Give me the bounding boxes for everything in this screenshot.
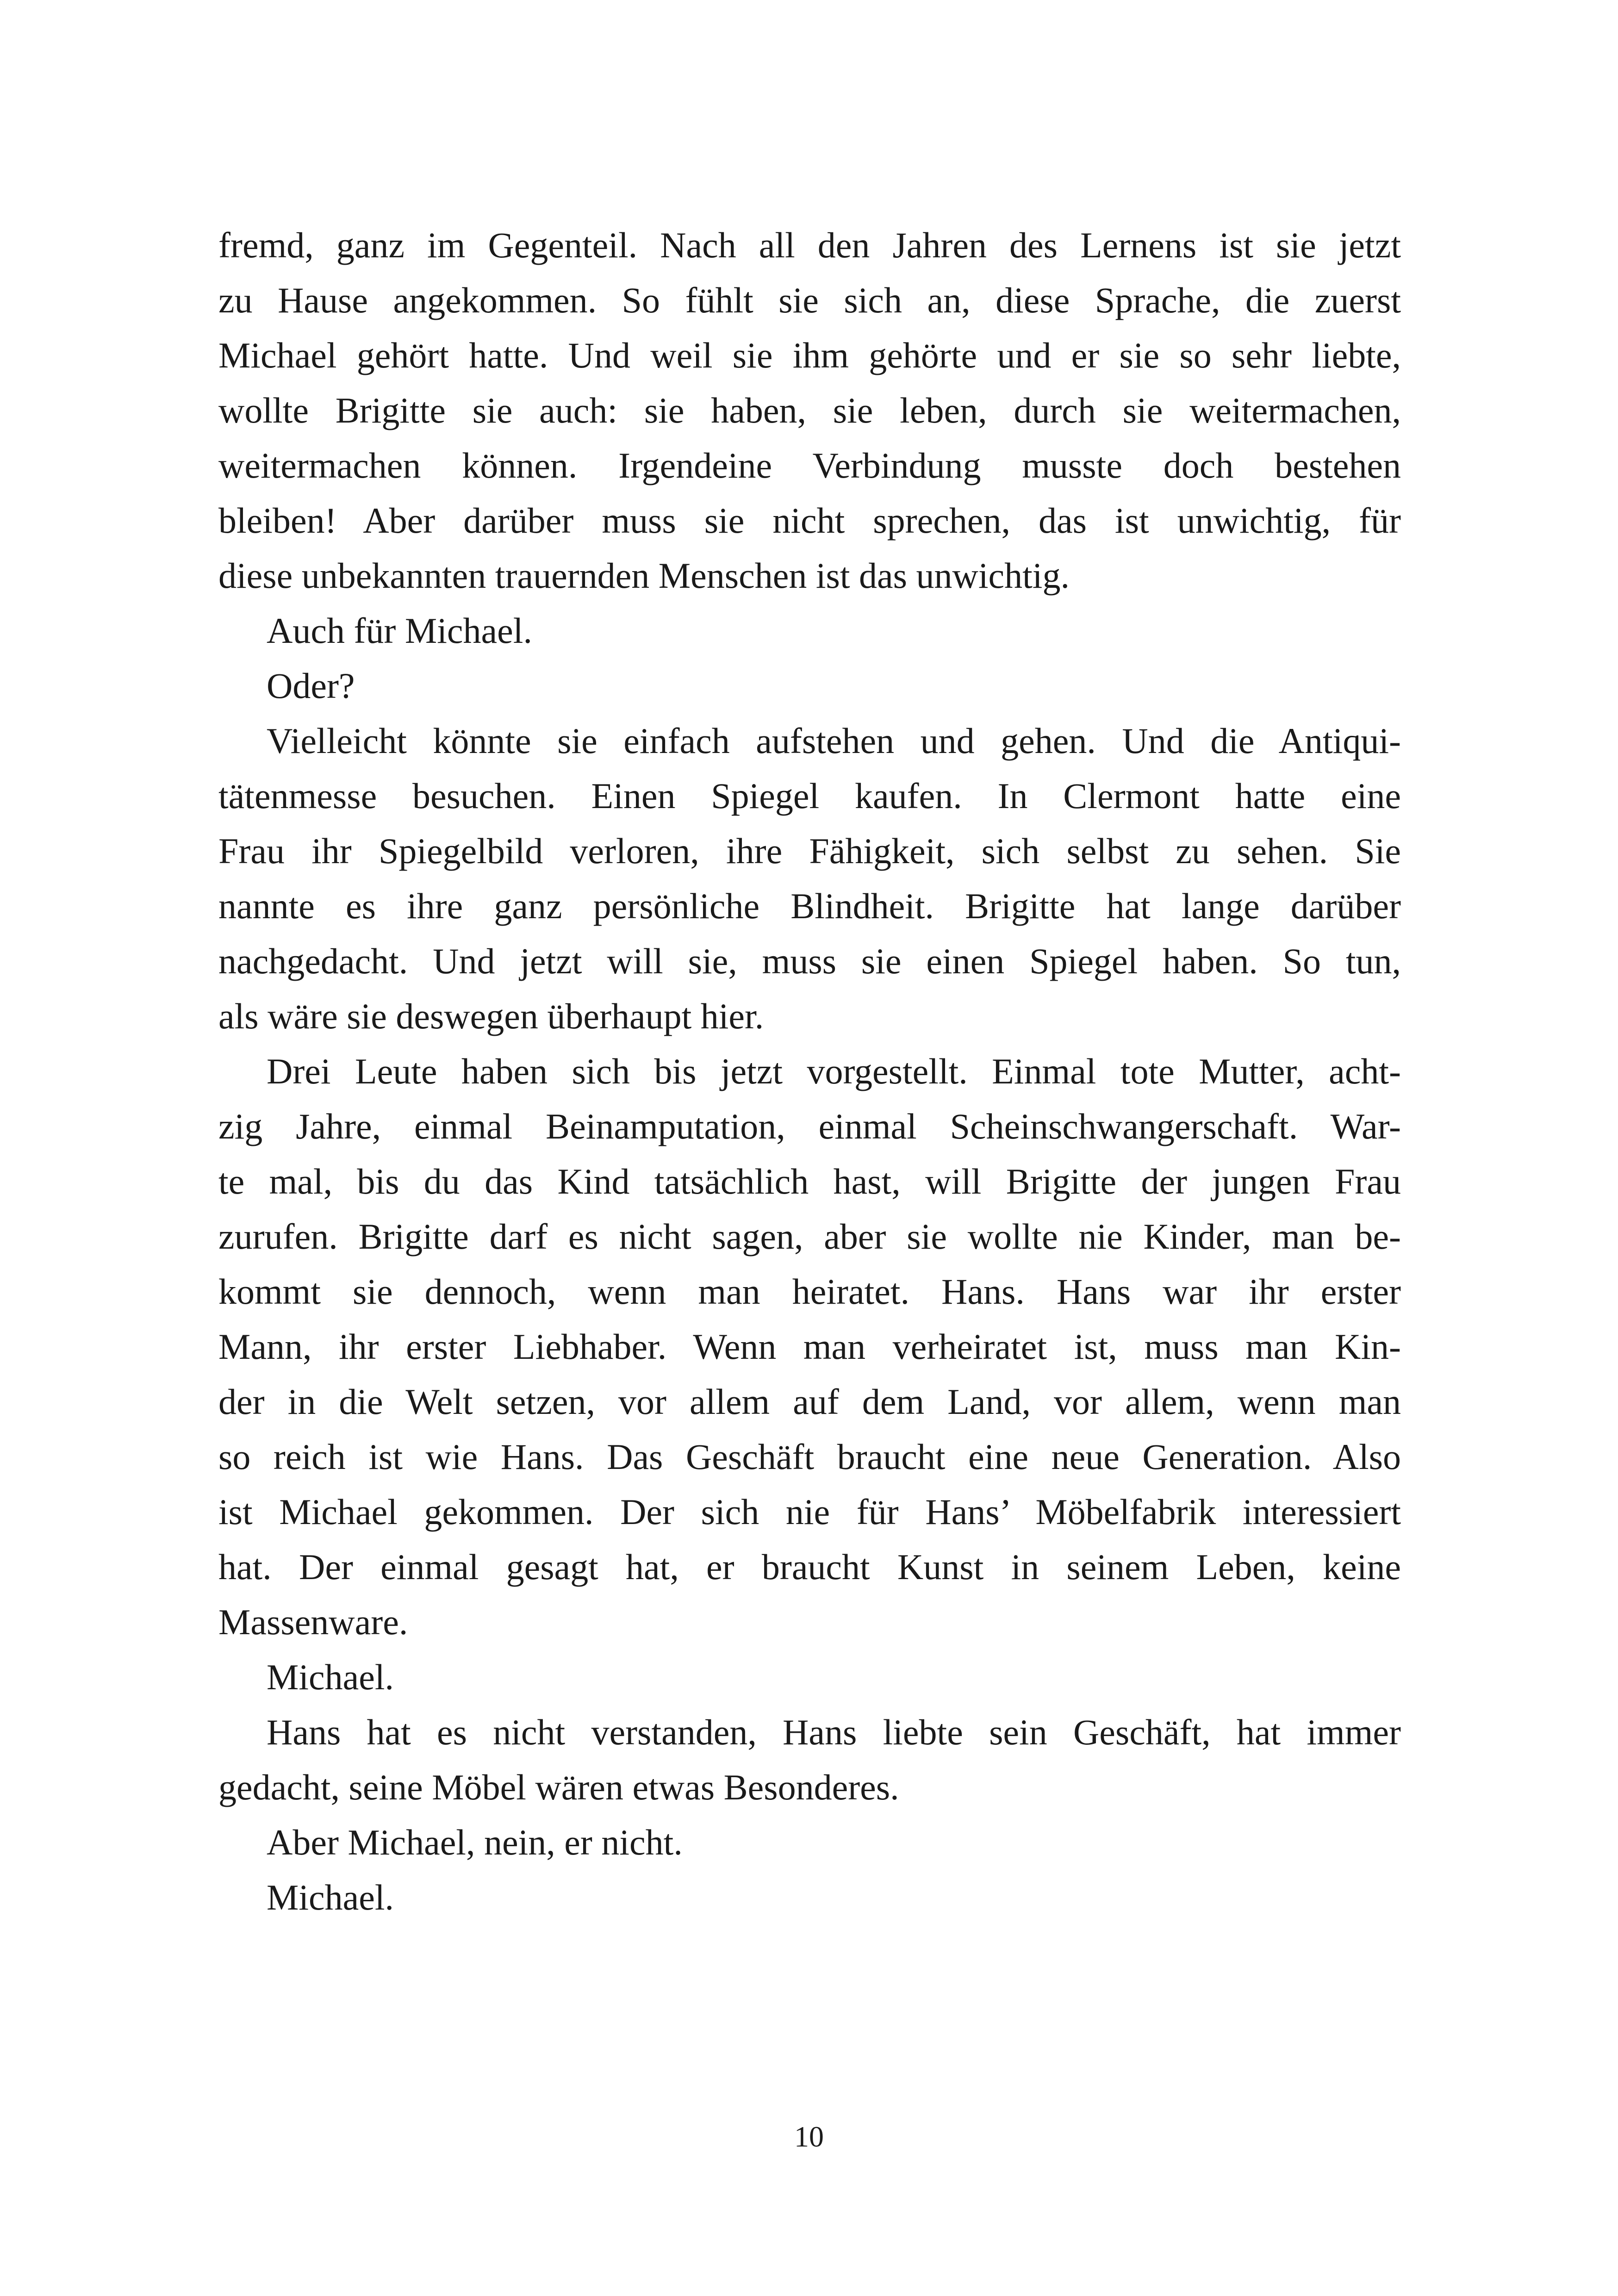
text-line: zu Hause angekommen. So fühlt sie sich an, diese Sprache, die zuerst [218,280,1401,320]
text-line: nannte es ihre ganz persönliche Blindheit. Brigitte hat lange darüber [218,886,1401,926]
text-line: der in die Welt setzen, vor allem auf dem Land, vor allem, wenn man [218,1381,1401,1422]
body-text [218,218,1401,1925]
text-line: Frau ihr Spiegelbild verloren, ihre Fähigkeit, sich selbst zu sehen. Sie [218,831,1401,871]
text-line: Massenware. [218,1602,408,1642]
text-line: bleiben! Aber darüber muss sie nicht sprechen, das ist unwichtig, für [218,500,1401,541]
text-line: te mal, bis du das Kind tatsächlich hast, will Brigitte der jungen Frau [218,1161,1401,1201]
text-line: Auch für Michael. [267,610,532,651]
text-line: fremd, ganz im Gegenteil. Nach all den Jahren des Lernens ist sie jetzt [218,225,1401,265]
text-line: Hans hat es nicht verstanden, Hans liebte sein Geschäft, hat immer [267,1712,1401,1752]
text-line: hat. Der einmal gesagt hat, er braucht Kunst in seinem Leben, keine [218,1547,1401,1587]
page-number: 10 [794,2120,824,2153]
text-line: nachgedacht. Und jetzt will sie, muss sie einen Spiegel haben. So tun, [218,941,1401,981]
text-line: diese unbekannten trauernden Menschen ist das unwichtig. [218,555,1070,596]
text-line: so reich ist wie Hans. Das Geschäft braucht eine neue Generation. Also [218,1437,1401,1477]
text-line: zurufen. Brigitte darf es nicht sagen, aber sie wollte nie Kinder, man be- [218,1216,1401,1257]
text-line: Michael. [267,1877,394,1917]
text-line: gedacht, seine Möbel wären etwas Besonderes. [218,1767,899,1807]
text-line: Vielleicht könnte sie einfach aufstehen und gehen. Und die Antiqui- [267,721,1401,761]
text-line: Drei Leute haben sich bis jetzt vorgestellt. Einmal tote Mutter, acht- [267,1051,1401,1091]
text-line: weitermachen können. Irgendeine Verbindung musste doch bestehen [218,445,1401,485]
text-line: Michael. [267,1657,394,1697]
text-line: tätenmesse besuchen. Einen Spiegel kaufen. In Clermont hatte eine [218,776,1401,816]
text-line: ist Michael gekommen. Der sich nie für Hans’ Möbelfabrik interessiert [218,1492,1401,1532]
text-line: als wäre sie deswegen überhaupt hier. [218,996,764,1036]
text-line: Aber Michael, nein, er nicht. [267,1822,683,1862]
text-line: Mann, ihr erster Liebhaber. Wenn man verheiratet ist, muss man Kin- [218,1326,1401,1367]
text-line: wollte Brigitte sie auch: sie haben, sie leben, durch sie weitermachen, [218,390,1401,430]
text-line: Oder? [267,666,355,706]
text-line: zig Jahre, einmal Beinamputation, einmal Scheinschwangerschaft. War- [218,1106,1401,1146]
text-line: kommt sie dennoch, wenn man heiratet. Hans. Hans war ihr erster [218,1271,1401,1312]
text-line: Michael gehört hatte. Und weil sie ihm gehörte und er sie so sehr liebte, [218,335,1401,375]
